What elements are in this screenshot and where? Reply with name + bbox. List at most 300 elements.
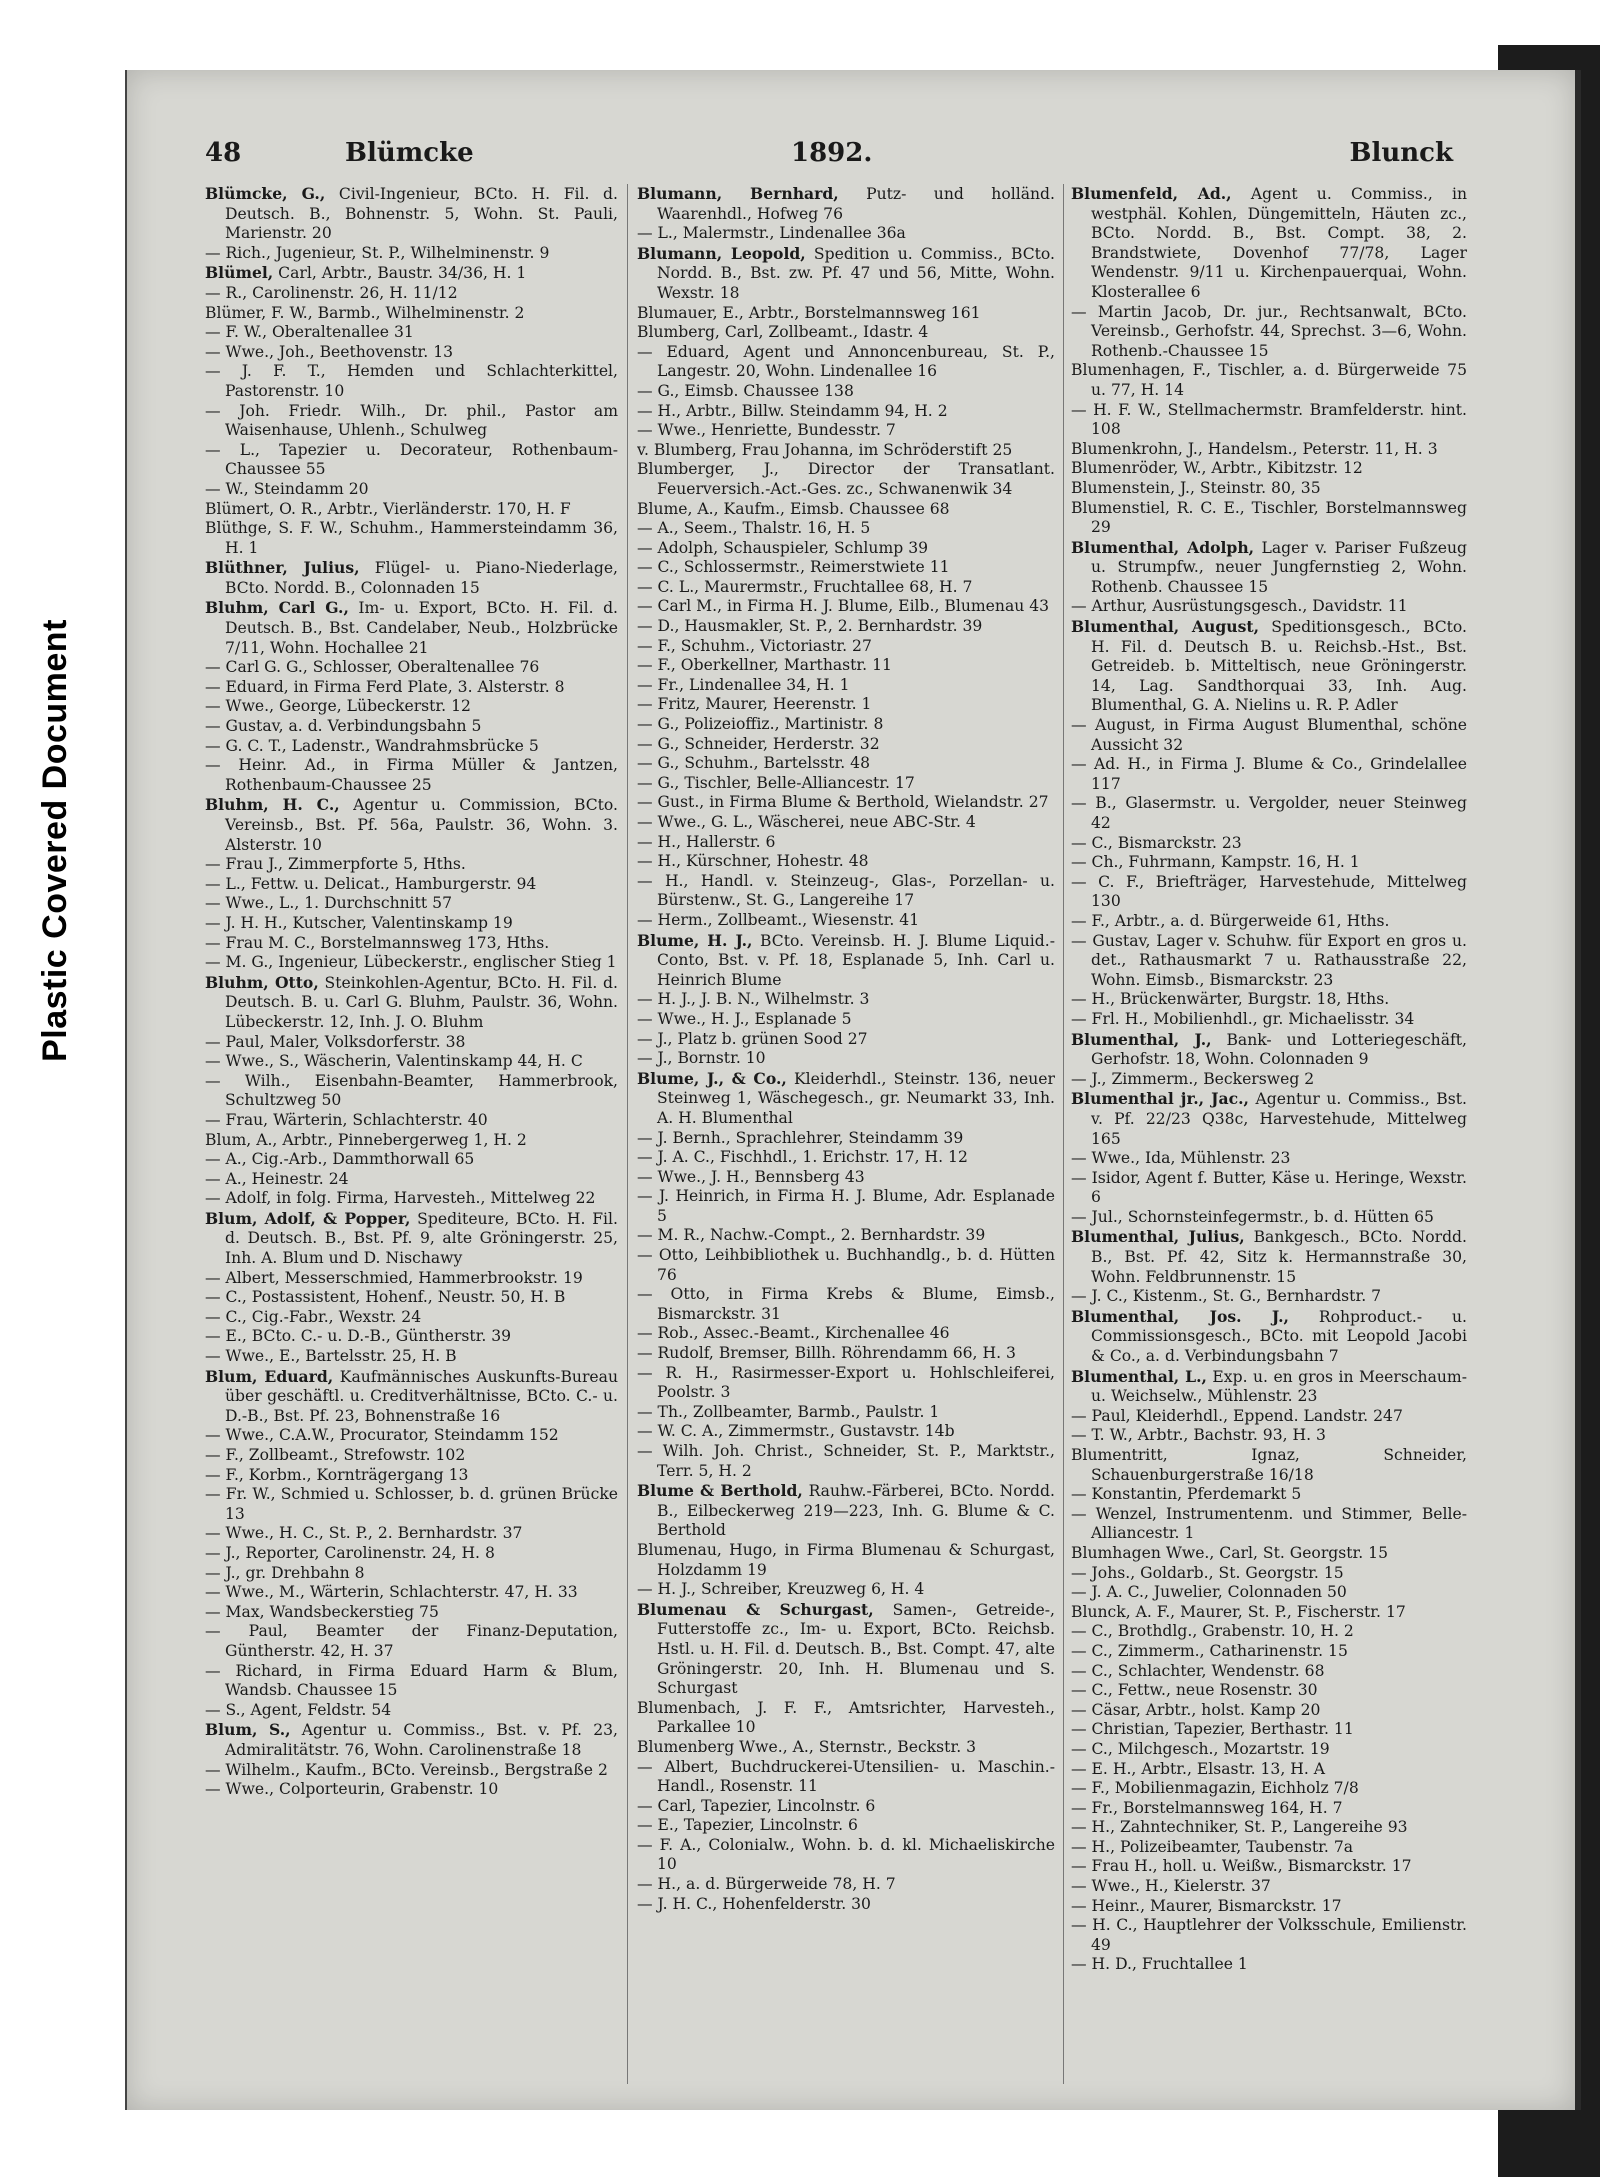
directory-entry [637,1442,1055,1481]
entry-text: — Wwe., M., Wärterin, Schlachterstr. 47, H. 33 [205,1583,578,1602]
entry-text: — W., Steindamm 20 [205,479,369,498]
directory-entry [637,852,1055,872]
directory-entry [205,402,618,441]
directory-entry [205,558,618,598]
entry-text: — E. H., Arbtr., Elsastr. 13, H. A [1071,1759,1326,1778]
entry-text: — August, in Firma August Blumenthal, schöne Aussicht 32 [1071,716,1467,754]
directory-entry [1071,617,1467,716]
column-middle [637,184,1055,2084]
directory-entry [1071,1227,1467,1287]
directory-entry [637,1875,1055,1895]
entry-text: — H., Handl. v. Steinzeug-, Glas-, Porzellan- u. Bürstenw., St. G., Langereihe 17 [637,871,1055,910]
entry-text: — C., Fettw., neue Rosenstr. 30 [1071,1681,1318,1700]
entry-heading: Bluhm, Otto, [205,972,319,992]
directory-entry [1071,1681,1467,1701]
entry-text: — E., Tapezier, Lincolnstr. 6 [637,1816,858,1835]
entry-text: — Wwe., J. H., Bennsberg 43 [637,1167,865,1186]
entry-text: Carl, Arbtr., Baustr. 34/36, H. 1 [273,264,527,283]
entry-text: Samen-, Getreide-, Futterstoffe zc., Im- u. Export, BCto. Reichsb. Hstl. u. H. Fil. d. Deutsch. B., Bst. Compt. 47, alte Gröningerstr. 20, Inh. H. Blumenau und S. Schurgast [657,1600,1055,1698]
entry-heading: Blum, Eduard, [205,1366,334,1386]
entry-text: — F., Arbtr., a. d. Bürgerweide 61, Hths. [1071,911,1390,930]
directory-entry [637,1816,1055,1836]
entry-text: Blumenau, Hugo, in Firma Blumenau & Schurgast, Holzdamm 19 [637,1540,1055,1579]
entry-text: — Wwe., L., 1. Durchschnitt 57 [205,894,453,913]
directory-entry [205,934,618,954]
entry-text: — Wwe., George, Lübeckerstr. 12 [205,697,471,716]
directory-entry [205,1347,618,1367]
directory-entry [205,697,618,717]
entry-text: — F. W., Oberaltenallee 31 [205,323,414,342]
directory-entry [1071,1897,1467,1917]
entry-heading: Blumenfeld, Ad., [1071,184,1232,203]
directory-entry [205,1544,618,1564]
directory-entry [637,1481,1055,1541]
directory-entry [637,1758,1055,1797]
directory-entry [205,343,618,363]
entry-text: Civil-Ingenieur, BCto. H. Fil. d. Deutsch. B., Bohnenstr. 5, Wohn. St. Pauli, Marienstr. 20 [225,185,618,243]
directory-entry [205,1288,618,1308]
directory-entry [1071,1701,1467,1721]
entry-text: — C., Milchgesch., Mozartstr. 19 [1071,1739,1330,1758]
directory-entry [205,1170,618,1190]
directory-entry [637,735,1055,755]
entry-text: — J., Reporter, Carolinenstr. 24, H. 8 [205,1543,495,1562]
entry-text: — Martin Jacob, Dr. jur., Rechtsanwalt, BCto. Vereinsb., Gerhofstr. 44, Sprechst. 3—6, Wohn. Rothenb.-Chaussee 15 [1071,302,1467,360]
directory-entry [205,1662,618,1701]
directory-entry [205,323,618,343]
entry-text: — Wwe., Joh., Beethovenstr. 13 [205,342,454,361]
entry-text: — Paul, Beamter der Finanz-Deputation, Güntherstr. 42, H. 37 [205,1622,618,1660]
directory-entry [1071,1583,1467,1603]
directory-entry [205,362,618,401]
directory-entry [205,519,618,558]
directory-entry [1071,1505,1467,1544]
directory-entry [1071,1367,1467,1407]
header-year: 1892. [791,138,873,168]
directory-entry [205,1603,618,1623]
directory-entry [205,1524,618,1544]
directory-entry [637,1187,1055,1226]
entry-text: — Wwe., S., Wäscherin, Valentinskamp 44, H. C [205,1052,583,1071]
directory-entry [205,598,618,658]
entry-text: Blumenberg Wwe., A., Sternstr., Beckstr. 3 [637,1737,977,1756]
entry-text: — Ad. H., in Firma J. Blume & Co., Grindelallee 117 [1071,755,1467,793]
entry-text: — H. J., Schreiber, Kreuzweg 6, H. 4 [637,1580,925,1599]
entry-heading: Bluhm, Carl G., [205,598,349,618]
entry-heading: Blümel, [205,263,274,283]
directory-entry [205,717,618,737]
entry-text: — Carl G. G., Schlosser, Oberaltenallee 76 [205,658,540,677]
entry-text: Putz- und holländ. Waarenhdl., Hofweg 76 [657,185,1055,223]
entry-text: — Joh. Friedr. Wilh., Dr. phil., Pastor am Waisenhause, Uhlenh., Schulweg [205,401,618,440]
directory-entry [637,558,1055,578]
entry-text: Blum, A., Arbtr., Pinnebergerweg 1, H. 2 [205,1130,527,1149]
entry-text: Spedition u. Commiss., BCto. Nordd. B., Bst. zw. Pf. 47 und 56, Mitte, Wohn. Wexstr. 18 [657,244,1055,302]
directory-entry [637,813,1055,833]
entry-heading: Blumenthal, Julius, [1071,1227,1245,1247]
entry-text: — F. A., Colonialw., Wohn. b. d. kl. Michaeliskirche 10 [637,1835,1055,1874]
entry-text: Exp. u. en gros in Meerschaum- u. Weichselw., Mühlenstr. 23 [1091,1367,1467,1406]
entry-text: Blumauer, E., Arbtr., Borstelmannsweg 161 [637,303,981,322]
entry-heading: Blumann, Bernhard, [637,184,839,203]
directory-entry [637,990,1055,1010]
entry-text: — J., Platz b. grünen Sood 27 [637,1029,868,1048]
entry-text: — J. A. C., Juwelier, Colonnaden 50 [1071,1583,1347,1602]
entry-text: — Wwe., Henriette, Bundesstr. 7 [637,421,896,440]
entry-text: — G., Schneider, Herderstr. 32 [637,734,880,753]
entry-text: — F., Mobilienmagazin, Eichholz 7/8 [1071,1779,1359,1798]
column-right [1071,184,1467,2084]
entry-text: — Fritz, Maurer, Heerenstr. 1 [637,695,872,714]
directory-entry [205,184,618,244]
entry-text: — Frl. H., Mobilienhdl., gr. Michaelisstr. 34 [1071,1009,1415,1028]
entry-text: — C., Brothdlg., Grabenstr. 10, H. 2 [1071,1622,1354,1641]
directory-entry [205,973,618,1033]
directory-entry [637,1030,1055,1050]
page-number: 48 [205,138,242,168]
entry-heading: Blumenthal, Adolph, [1071,537,1255,557]
entry-text: Blunck, A. F., Maurer, St. P., Fischerstr. 17 [1071,1602,1406,1621]
page-header [205,138,1467,182]
directory-entry [1071,1544,1467,1564]
directory-entry [1071,361,1467,400]
directory-entry [1071,1662,1467,1682]
entry-text: Blumenröder, W., Arbtr., Kibitzstr. 12 [1071,459,1363,478]
directory-entry [1071,1877,1467,1897]
directory-entry [637,1010,1055,1030]
header-left-name: Blümcke [345,138,474,168]
entry-heading: Bluhm, H. C., [205,795,340,815]
entry-text: — Eduard, in Firma Ferd Plate, 3. Alsterstr. 8 [205,677,565,696]
directory-entry [1071,932,1467,991]
entry-heading: Blümcke, G., [205,184,326,203]
entry-text: — H. C., Hauptlehrer der Volksschule, Emilienstr. 49 [1071,1916,1467,1954]
directory-entry [637,1168,1055,1188]
directory-entry [1071,1208,1467,1228]
entry-text: — Richard, in Firma Eduard Harm & Blum, Wandsb. Chaussee 15 [205,1661,618,1700]
entry-text: — J., Zimmerm., Beckersweg 2 [1071,1069,1315,1088]
entry-text: Im- u. Export, BCto. H. Fil. d. Deutsch. B., Bst. Candelaber, Neub., Holzbrücke 7/11, Wohn. Hochallee 21 [225,599,618,657]
directory-entry [637,1797,1055,1817]
directory-entry [1071,1010,1467,1030]
entry-text: — G., Schuhm., Bartelsstr. 48 [637,754,870,773]
entry-text: — Carl, Tapezier, Lincolnstr. 6 [637,1796,876,1815]
entry-text: Kaufmännisches Auskunfts-Bureau über geschäftl. u. Creditverhältnisse, BCto. C.- u. D.-B., Bst. Pf. 23, Bohnenstraße 16 [225,1367,618,1425]
entry-text: — Wilh. Joh. Christ., Schneider, St. P., Marktstr., Terr. 5, H. 2 [637,1442,1055,1480]
directory-entry [205,1426,618,1446]
entry-text: — Frau M. C., Borstelmannsweg 173, Hths. [205,933,550,952]
directory-entry [637,421,1055,441]
entry-text: — C., Schlossermstr., Reimerstwiete 11 [637,558,950,577]
directory-entry [637,441,1055,461]
directory-entry [1071,1030,1467,1070]
entry-heading: Blumann, Leopold, [637,243,806,263]
entry-text: — Eduard, Agent und Annoncenbureau, St. P., Langestr. 20, Wohn. Lindenallee 16 [637,342,1055,381]
entry-text: — H. J., J. B. N., Wilhelmstr. 3 [637,990,870,1009]
entry-text: — J. Bernh., Sprachlehrer, Steindamm 39 [637,1128,964,1147]
directory-entry [637,519,1055,539]
directory-entry [637,1600,1055,1699]
directory-entry [205,500,618,520]
entry-text: Blume, A., Kaufm., Eimsb. Chaussee 68 [637,499,950,518]
directory-entry [637,1895,1055,1915]
entry-text: Blümer, F. W., Barmb., Wilhelminenstr. 2 [205,303,525,322]
directory-entry [1071,1642,1467,1662]
entry-text: — J. H. H., Kutscher, Valentinskamp 19 [205,913,513,932]
entry-heading: Blumenthal, Jos. J., [1071,1306,1289,1326]
entry-text: Agentur u. Commiss., Bst. v. Pf. 23, Admiralitätstr. 76, Wohn. Carolinenstraße 18 [225,1721,618,1759]
entry-heading: Blumenthal, J., [1071,1029,1212,1049]
directory-entry [1071,1089,1467,1149]
directory-entry [637,1738,1055,1758]
directory-entry [1071,1760,1467,1780]
entry-text: Agentur u. Commiss., Bst. v. Pf. 22/23 Q38c, Harvestehude, Mittelweg 165 [1091,1090,1467,1148]
right-edge-background [1498,0,1600,45]
directory-entry [205,1150,618,1170]
directory-entry [1071,1818,1467,1838]
directory-entry [637,597,1055,617]
entry-text: — Herm., Zollbeamt., Wiesenstr. 41 [637,910,920,929]
entry-text: — Paul, Maler, Volksdorferstr. 38 [205,1032,466,1051]
directory-entry [205,1466,618,1486]
directory-entry [637,695,1055,715]
entry-text: — R. H., Rasirmesser-Export u. Hohlschleiferei, Poolstr. 3 [637,1363,1055,1402]
directory-entry [205,1111,618,1131]
directory-entry [637,774,1055,794]
entry-text: — H., Brückenwärter, Burgstr. 18, Hths. [1071,990,1390,1009]
entry-text: — Frau, Wärterin, Schlachterstr. 40 [205,1110,488,1129]
entry-text: — J. A. C., Fischhdl., 1. Erichstr. 17, H. 12 [637,1148,968,1167]
directory-entry [205,1367,618,1427]
directory-entry [637,224,1055,244]
entry-text: — Wwe., H. J., Esplanade 5 [637,1009,852,1028]
directory-entry [1071,794,1467,833]
directory-entry [637,1403,1055,1423]
entry-text: Blumberg, Carl, Zollbeamt., Idastr. 4 [637,323,929,342]
directory-entry [205,756,618,795]
entry-text: — S., Agent, Feldstr. 54 [205,1700,392,1719]
entry-text: — C., Postassistent, Hohenf., Neustr. 50, H. B [205,1288,566,1307]
directory-entry [1071,1446,1467,1485]
directory-entry [1071,479,1467,499]
entry-text: — G. C. T., Ladenstr., Wandrahmsbrücke 5 [205,736,539,755]
entry-text: Blumenstein, J., Steinstr. 80, 35 [1071,478,1321,497]
directory-entry [637,343,1055,382]
entry-text: — Rob., Assec.-Beamt., Kirchenallee 46 [637,1324,950,1343]
directory-entry [1071,1740,1467,1760]
directory-entry [1071,1287,1467,1307]
entry-text: — Wenzel, Instrumentenm. und Stimmer, Belle-Alliancestr. 1 [1071,1504,1467,1543]
directory-entry [205,1327,618,1347]
directory-columns [205,184,1467,2084]
directory-entry [205,1701,618,1721]
directory-entry [205,244,618,264]
directory-entry [205,795,618,855]
entry-text: — Adolph, Schauspieler, Schlump 39 [637,538,929,557]
directory-entry [1071,1799,1467,1819]
directory-entry [1071,1485,1467,1505]
directory-entry [1071,834,1467,854]
directory-entry [1071,499,1467,538]
directory-entry [1071,1149,1467,1169]
directory-entry [637,500,1055,520]
header-right-name: Blunck [1349,138,1453,168]
directory-entry [205,737,618,757]
entry-heading: Blume & Berthold, [637,1481,803,1501]
entry-text: — Heinr. Ad., in Firma Müller & Jantzen, Rothenbaum-Chaussee 25 [205,756,618,794]
directory-entry [205,658,618,678]
entry-text: — C., Bismarckstr. 23 [1071,833,1242,852]
directory-entry [1071,1916,1467,1955]
directory-entry [1071,1720,1467,1740]
entry-text: — B., Glasermstr. u. Vergolder, neuer Steinweg 42 [1071,794,1467,832]
directory-entry [205,1446,618,1466]
entry-text: — Wwe., H. C., St. P., 2. Bernhardstr. 37 [205,1524,523,1543]
directory-entry [637,578,1055,598]
entry-text: — Jul., Schornsteinfegermstr., b. d. Hütten 65 [1071,1207,1434,1226]
entry-text: — Gustav, Lager v. Schuhw. für Export en gros u. det., Rathausmarkt 7 u. Rathausstraße 22, Wohn. Eimsb., Bismarckstr. 23 [1071,931,1467,989]
entry-text: Blumenstiel, R. C. E., Tischler, Borstelmannsweg 29 [1071,498,1467,537]
entry-text: — M. G., Ingenieur, Lübeckerstr., englischer Stieg 1 [205,953,617,972]
directory-entry [205,1189,618,1209]
directory-entry [1071,853,1467,873]
entry-text: — Konstantin, Pferdemarkt 5 [1071,1485,1302,1504]
directory-entry [637,1148,1055,1168]
entry-text: — H., Arbtr., Billw. Steindamm 94, H. 2 [637,401,948,420]
entry-text: — F., Korbm., Kornträgergang 13 [205,1465,469,1484]
directory-entry [1071,1857,1467,1877]
directory-entry [637,1246,1055,1285]
directory-entry [1071,401,1467,440]
directory-entry [205,1052,618,1072]
entry-text: — Wwe., G. L., Wäscherei, neue ABC-Str. 4 [637,813,976,831]
directory-entry [637,1344,1055,1364]
directory-entry [205,914,618,934]
entry-text: — Fr. W., Schmied u. Schlosser, b. d. grünen Brücke 13 [205,1485,618,1523]
directory-entry [637,1580,1055,1600]
directory-entry [637,1699,1055,1738]
page-content [205,138,1467,2098]
directory-entry [205,1780,618,1800]
directory-entry [637,184,1055,224]
directory-entry [205,894,618,914]
directory-entry [205,1485,618,1524]
entry-text: Speditionsgesch., BCto. H. Fil. d. Deutsch B. u. Reichsb.-Hst., Bst. Getreideb. b. Mitteltisch, neue Gröningerstr. 14, Lag. Sandthorquai 33, Inh. Aug. Blumenthal, G. A. Nielins u. R. P. Adler [1091,618,1467,715]
entry-text: — W. C. A., Zimmermstr., Gustavstr. 14b [637,1422,955,1441]
entry-text: Blumberger, J., Director der Transatlant. Feuerversich.-Act.-Ges. zc., Schwanenwik 34 [637,460,1055,498]
directory-entry [637,460,1055,499]
entry-text: Bank- und Lotteriegeschäft, Gerhofstr. 18, Wohn. Colonnaden 9 [1091,1030,1467,1069]
entry-text: — L., Fettw. u. Delicat., Hamburgerstr. 94 [205,874,537,893]
entry-text: — C., Zimmerm., Catharinenstr. 15 [1071,1641,1348,1660]
directory-entry [205,1033,618,1053]
directory-entry [1071,1307,1467,1367]
entry-text: — Isidor, Agent f. Butter, Käse u. Heringe, Wexstr. 6 [1071,1168,1467,1207]
directory-entry [637,833,1055,853]
entry-text: — H., Polizeibeamter, Taubenstr. 7a [1071,1837,1354,1856]
entry-text: — J. Heinrich, in Firma H. J. Blume, Adr. Esplanade 5 [637,1187,1055,1225]
entry-text: Lager v. Pariser Fußzeug u. Strumpfw., neuer Jungfernstieg 2, Wohn. Rothenb. Chaussee 15 [1091,538,1467,596]
entry-heading: Blum, Adolf, & Popper, [205,1208,411,1228]
directory-entry [637,1049,1055,1069]
directory-entry [637,617,1055,637]
directory-entry [1071,1622,1467,1642]
entry-heading: Blüthner, Julius, [205,558,360,578]
directory-entry [1071,1779,1467,1799]
entry-text: Blumenbach, J. F. F., Amtsrichter, Harvesteh., Parkallee 10 [637,1698,1055,1737]
column-left [205,184,618,2084]
directory-entry [205,678,618,698]
entry-text: — H. D., Fruchtallee 1 [1071,1955,1248,1974]
entry-text: — Rudolf, Bremser, Billh. Röhrendamm 66, H. 3 [637,1344,1016,1363]
entry-text: — J. H. C., Hohenfelderstr. 30 [637,1894,871,1913]
directory-entry [637,1836,1055,1875]
entry-text: — Paul, Kleiderhdl., Eppend. Landstr. 247 [1071,1406,1403,1425]
directory-entry [205,1583,618,1603]
directory-entry [205,441,618,480]
directory-entry [1071,303,1467,362]
entry-text: — Gustav, a. d. Verbindungsbahn 5 [205,717,482,736]
entry-text: — Wwe., C.A.W., Procurator, Steindamm 152 [205,1426,559,1445]
directory-entry [205,1072,618,1111]
entry-heading: Blumenthal, L., [1071,1366,1207,1386]
side-label [0,560,110,1120]
entry-text: Blumenkrohn, J., Handelsm., Peterstr. 11, H. 3 [1071,439,1438,458]
directory-entry [1071,1169,1467,1208]
directory-entry [1071,1564,1467,1584]
entry-text: — Arthur, Ausrüstungsgesch., Davidstr. 11 [1071,597,1408,616]
entry-text: — Albert, Buchdruckerei-Utensilien- u. Maschin.-Handl., Rosenstr. 11 [637,1757,1055,1796]
entry-text: — Cäsar, Arbtr., holst. Kamp 20 [1071,1700,1321,1719]
directory-entry [637,1541,1055,1580]
directory-entry [1071,873,1467,912]
directory-entry [1071,538,1467,598]
entry-text: — Fr., Borstelmannsweg 164, H. 7 [1071,1798,1343,1817]
entry-text: — G., Eimsb. Chaussee 138 [637,381,854,400]
directory-entry [637,402,1055,422]
entry-text: — G., Tischler, Belle-Alliancestr. 17 [637,773,915,792]
directory-entry [205,855,618,875]
directory-entry [637,1069,1055,1129]
entry-text: — J., Bornstr. 10 [637,1049,766,1068]
entry-text: Blümert, O. R., Arbtr., Vierländerstr. 170, H. F [205,499,571,518]
side-label-text: Plastic Covered Document [35,618,74,1062]
entry-text: — Albert, Messerschmied, Hammerbrookstr. 19 [205,1268,583,1287]
entry-heading: Blumenthal, August, [1071,617,1260,637]
entry-text: — Carl M., in Firma H. J. Blume, Eilb., Blumenau 43 [637,597,1050,616]
entry-text: Steinkohlen-Agentur, BCto. H. Fil. d. Deutsch. B. u. Carl G. Bluhm, Paulstr. 36, Wohn. Lübeckerstr. 12, Inh. J. O. Bluhm [225,973,618,1031]
entry-text: — T. W., Arbtr., Bachstr. 93, H. 3 [1071,1426,1326,1445]
entry-text: — Otto, in Firma Krebs & Blume, Eimsb., Bismarckstr. 31 [637,1285,1055,1323]
entry-text: — A., Cig.-Arb., Dammthorwall 65 [205,1150,475,1169]
entry-text: — J. F. T., Hemden und Schlachterkittel, Pastorenstr. 10 [205,362,618,400]
entry-text: — D., Hausmakler, St. P., 2. Bernhardstr. 39 [637,617,983,636]
entry-text: Agent u. Commiss., in westphäl. Kohlen, Düngemitteln, Häuten zc., BCto. Nordd. B., Bst. Compt. 38, 2. Brandstwiete, Dovenhof 77/78, Lager Wendenstr. 9/11 u. Kirchenpauerquai, Wohn. Klosterallee 6 [1091,185,1467,301]
entry-heading: Blumenthal jr., Jac., [1071,1089,1249,1109]
directory-entry [637,1226,1055,1246]
directory-entry [205,1131,618,1151]
directory-entry [637,676,1055,696]
entry-text: — C. L., Maurermstr., Fruchtallee 68, H. 7 [637,577,973,596]
directory-entry [205,304,618,324]
directory-entry [205,1761,618,1781]
directory-entry [637,872,1055,911]
entry-text: — Wilhelm., Kaufm., BCto. Vereinsb., Bergstraße 2 [205,1760,608,1779]
entry-text: Kleiderhdl., Steinstr. 136, neuer Steinweg 1, Wäschegesch., gr. Neumarkt 33, Inh. A. H. Blumenthal [657,1069,1055,1127]
entry-text: BCto. Vereinsb. H. J. Blume Liquid.-Conto, Bst. v. Pf. 18, Esplanade 5, Inh. Carl u. Heinrich Blume [657,931,1055,989]
entry-text: — H., Hallerstr. 6 [637,832,776,851]
directory-entry [637,715,1055,735]
